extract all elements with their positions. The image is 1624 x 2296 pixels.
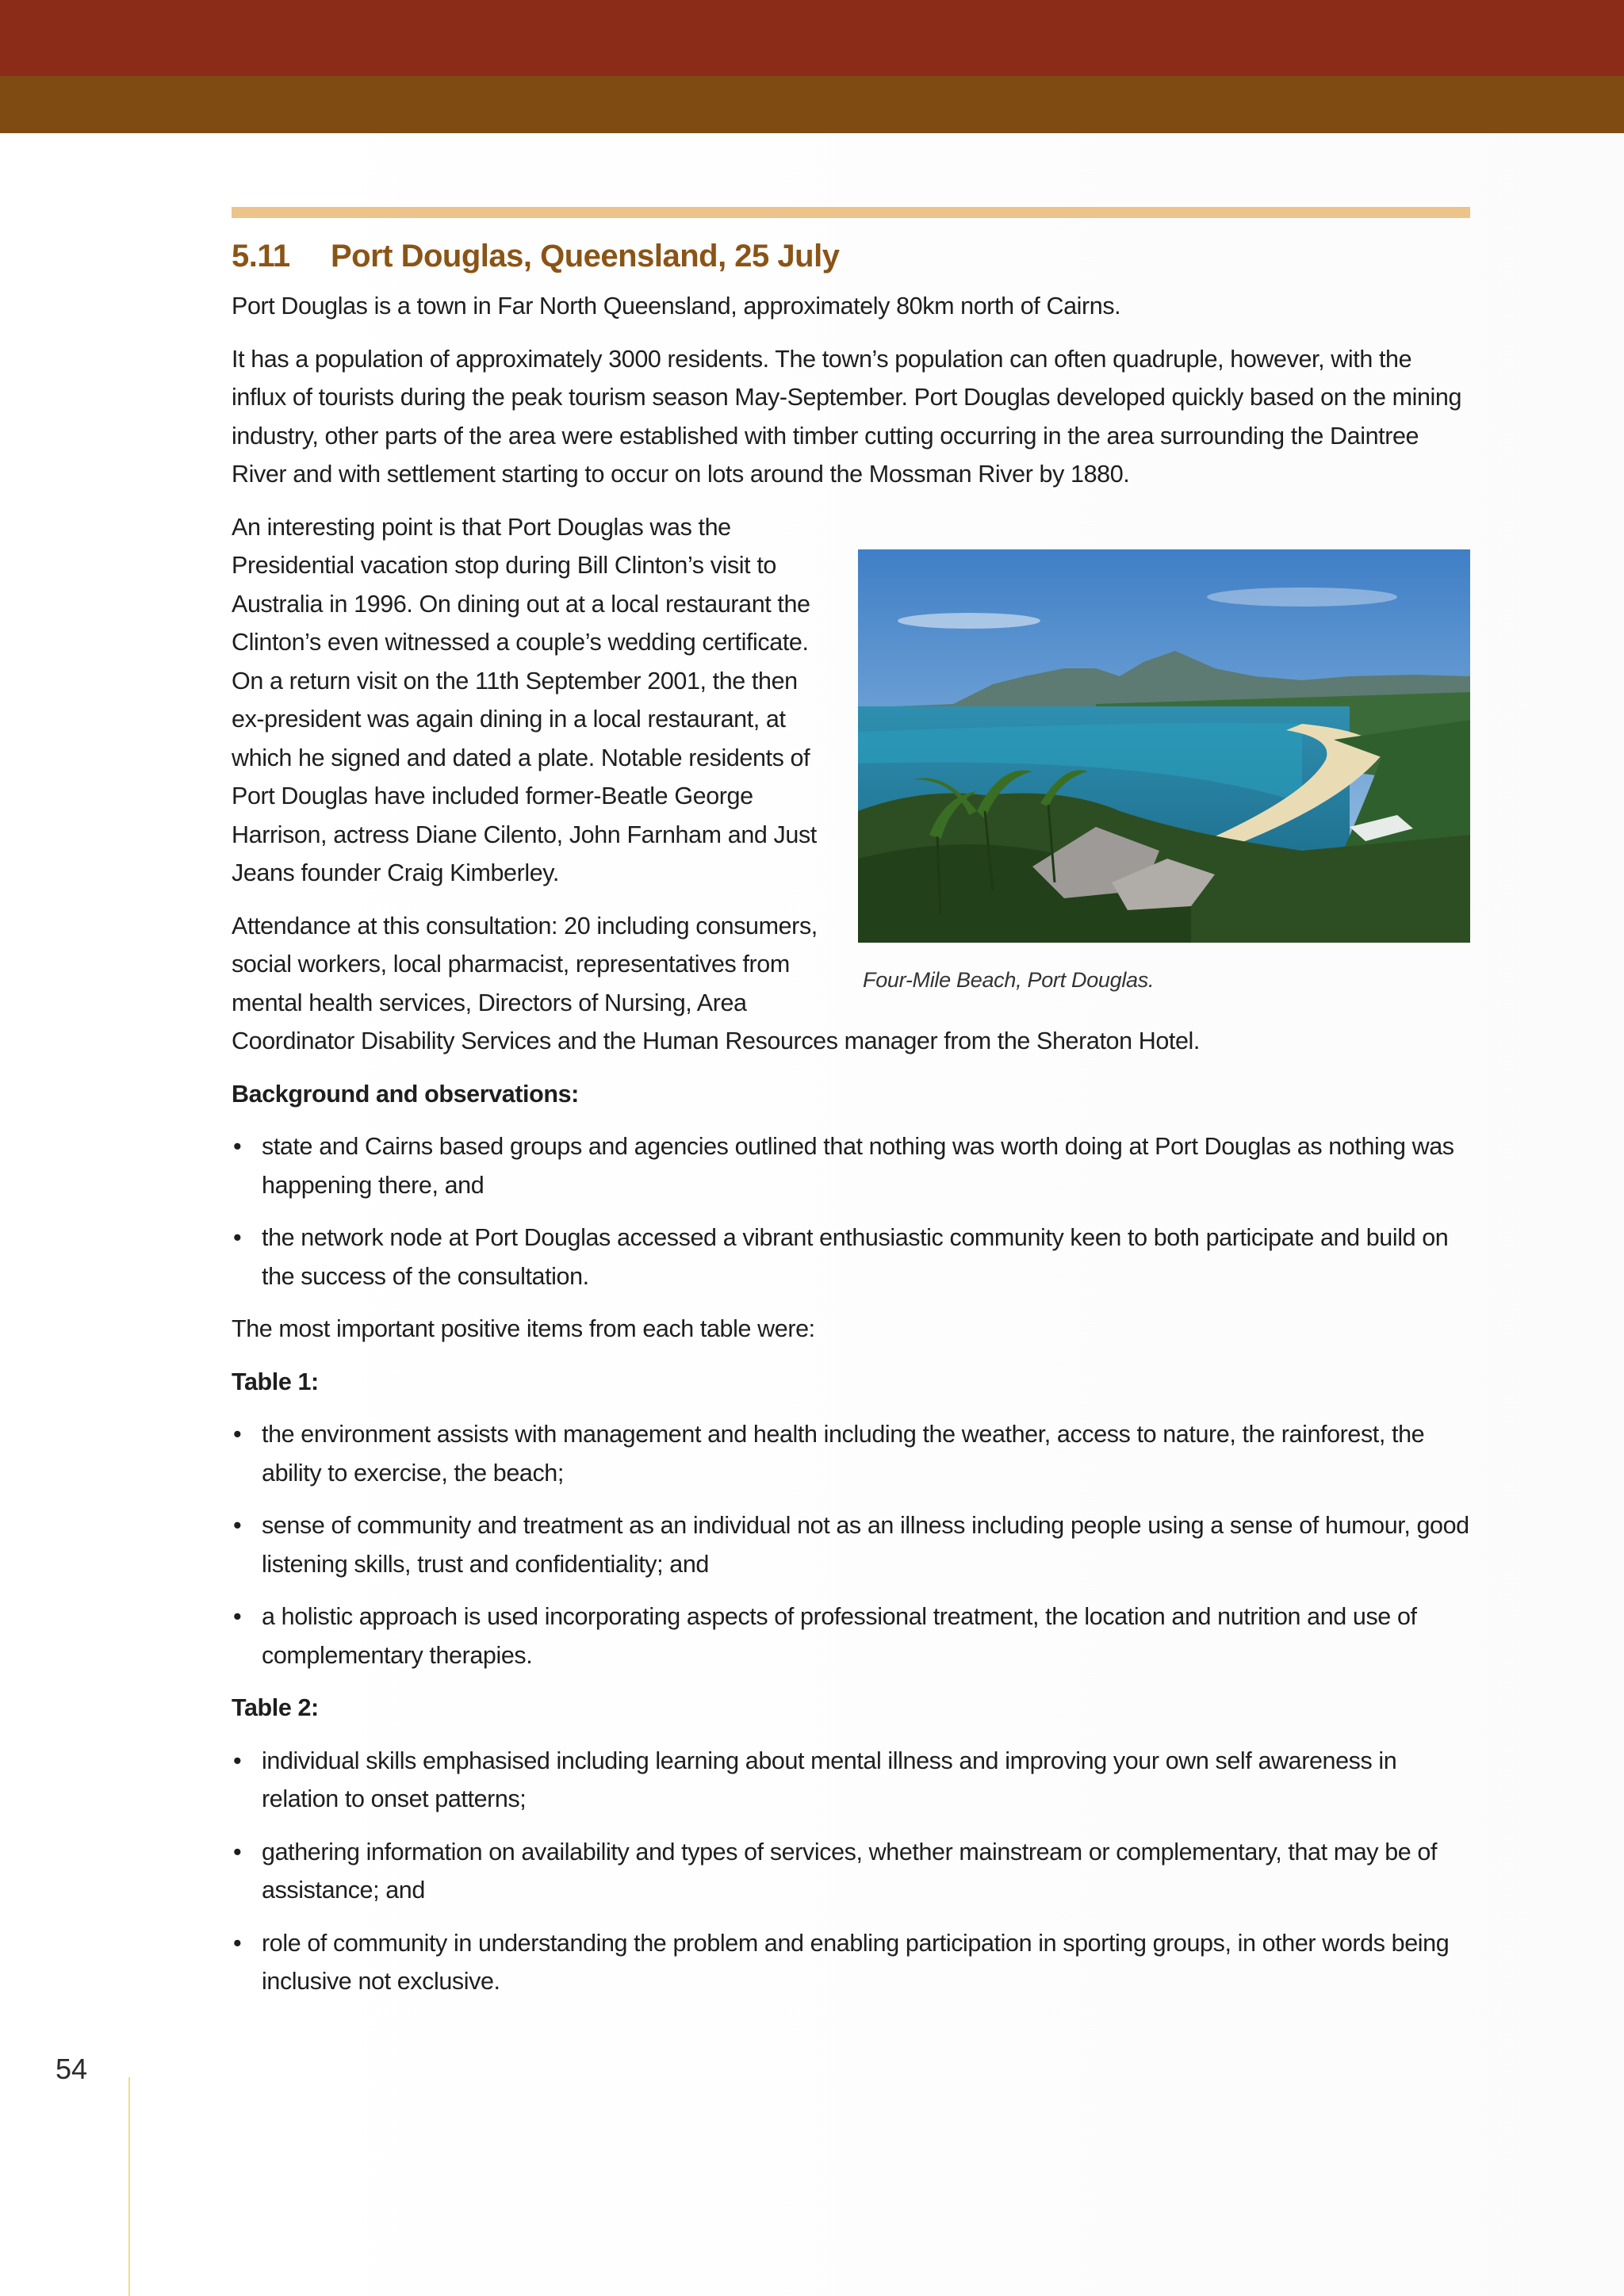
- list-item-text: the network node at Port Douglas accessed a vibrant enthusiastic community keen to both participate and build on the success of the consultation.: [262, 1224, 1449, 1290]
- bullet-glyph: •: [233, 1838, 242, 1866]
- beach-figure: [858, 549, 1470, 993]
- header-band-top: [0, 0, 1624, 76]
- list-item-text: the environment assists with management and health including the weather, access to nature, the rainforest, the ability to exercise, the beach;: [262, 1421, 1425, 1487]
- table2-heading: Table 2:: [232, 1694, 319, 1721]
- intro-paragraph-2: It has a population of approximately 3000 residents. The town’s population can often quadruple, however, with the influx of tourists during the peak tourism season May-September. Port Douglas developed quickly based on the mining industry, other parts of the area were established with timber cutting occurring in the area surrounding the Daintree River and with settlement starting to occur on lots around the Mossman River by 1880.: [232, 345, 1462, 488]
- list-item-text: sense of community and treatment as an individual not as an illness including people using a sense of humour, good listening skills, trust and confidentiality; and: [262, 1512, 1469, 1578]
- list-item-text: state and Cairns based groups and agencies outlined that nothing was worth doing at Port Douglas as nothing was happening there, and: [262, 1133, 1454, 1199]
- section-heading: [232, 234, 1470, 278]
- summary-line: The most important positive items from each table were:: [232, 1315, 815, 1342]
- section-title: Port Douglas, Queensland, 25 July: [331, 239, 840, 274]
- table1-heading: Table 1:: [232, 1368, 319, 1395]
- list-item: [232, 1506, 1470, 1583]
- list-item-text: individual skills emphasised including learning about mental illness and improving your own self awareness in relation to onset patterns;: [262, 1747, 1397, 1812]
- bullet-glyph: •: [233, 1421, 242, 1448]
- table2-list: [232, 1742, 1470, 2001]
- list-item: [232, 1219, 1470, 1295]
- page-content: [232, 207, 1470, 2015]
- list-item: [232, 1742, 1470, 1819]
- section-number: 5.11: [232, 239, 290, 274]
- list-item-text: role of community in understanding the problem and enabling participation in sporting groups, in other words being inclusive not exclusive.: [262, 1929, 1450, 1995]
- bullet-glyph: •: [233, 1224, 242, 1251]
- list-item: [232, 1833, 1470, 1910]
- list-item: [232, 1127, 1470, 1204]
- bullet-glyph: •: [233, 1512, 242, 1539]
- list-item: [232, 1924, 1470, 2001]
- background-list: [232, 1127, 1470, 1295]
- intro-paragraph-1: Port Douglas is a town in Far North Queensland, approximately 80km north of Cairns.: [232, 293, 1121, 320]
- bullet-glyph: •: [233, 1603, 242, 1630]
- intro-paragraph-3: An interesting point is that Port Douglas was the Presidential vacation stop during Bill Clinton’s visit to Australia in 1996. On dining out at a local restaurant the Clinton’s even witnessed a couple’s wedding certificate. On a return visit on the 11th September 2001, the then ex-president was again dining in a local restaurant, at which he signed and dated a plate. Notable residents of Port Douglas have included former-Beatle George Harrison, actress Diane Cilento, John Farnham and Just Jeans founder Craig Kimberley.: [232, 513, 817, 886]
- photo-caption: Four-Mile Beach, Port Douglas.: [863, 967, 1155, 992]
- list-item-text: a holistic approach is used incorporating aspects of professional treatment, the location and nutrition and use of complementary therapies.: [262, 1603, 1417, 1669]
- intro-paragraph-4: Attendance at this consultation: 20 including consumers, social workers, local pharmacist, representatives from mental health services, Directors of Nursing, Area Coordinator Disability Services and the Human Resources manager from the Sheraton Hotel.: [232, 912, 1200, 1054]
- bullet-glyph: •: [233, 1929, 242, 1957]
- list-item: [232, 1598, 1470, 1674]
- header-band-bottom: [0, 76, 1624, 133]
- table1-list: [232, 1415, 1470, 1674]
- page-number: 54: [56, 2053, 88, 2085]
- margin-rule: [128, 2077, 130, 2296]
- beach-photo: [858, 549, 1470, 943]
- bullet-glyph: •: [233, 1133, 242, 1160]
- section-rule: [232, 207, 1470, 218]
- list-item: [232, 1415, 1470, 1492]
- background-heading: Background and observations:: [232, 1080, 579, 1108]
- list-item-text: gathering information on availability and types of services, whether mainstream or complementary, that may be of assistance; and: [262, 1838, 1438, 1904]
- bullet-glyph: •: [233, 1747, 242, 1774]
